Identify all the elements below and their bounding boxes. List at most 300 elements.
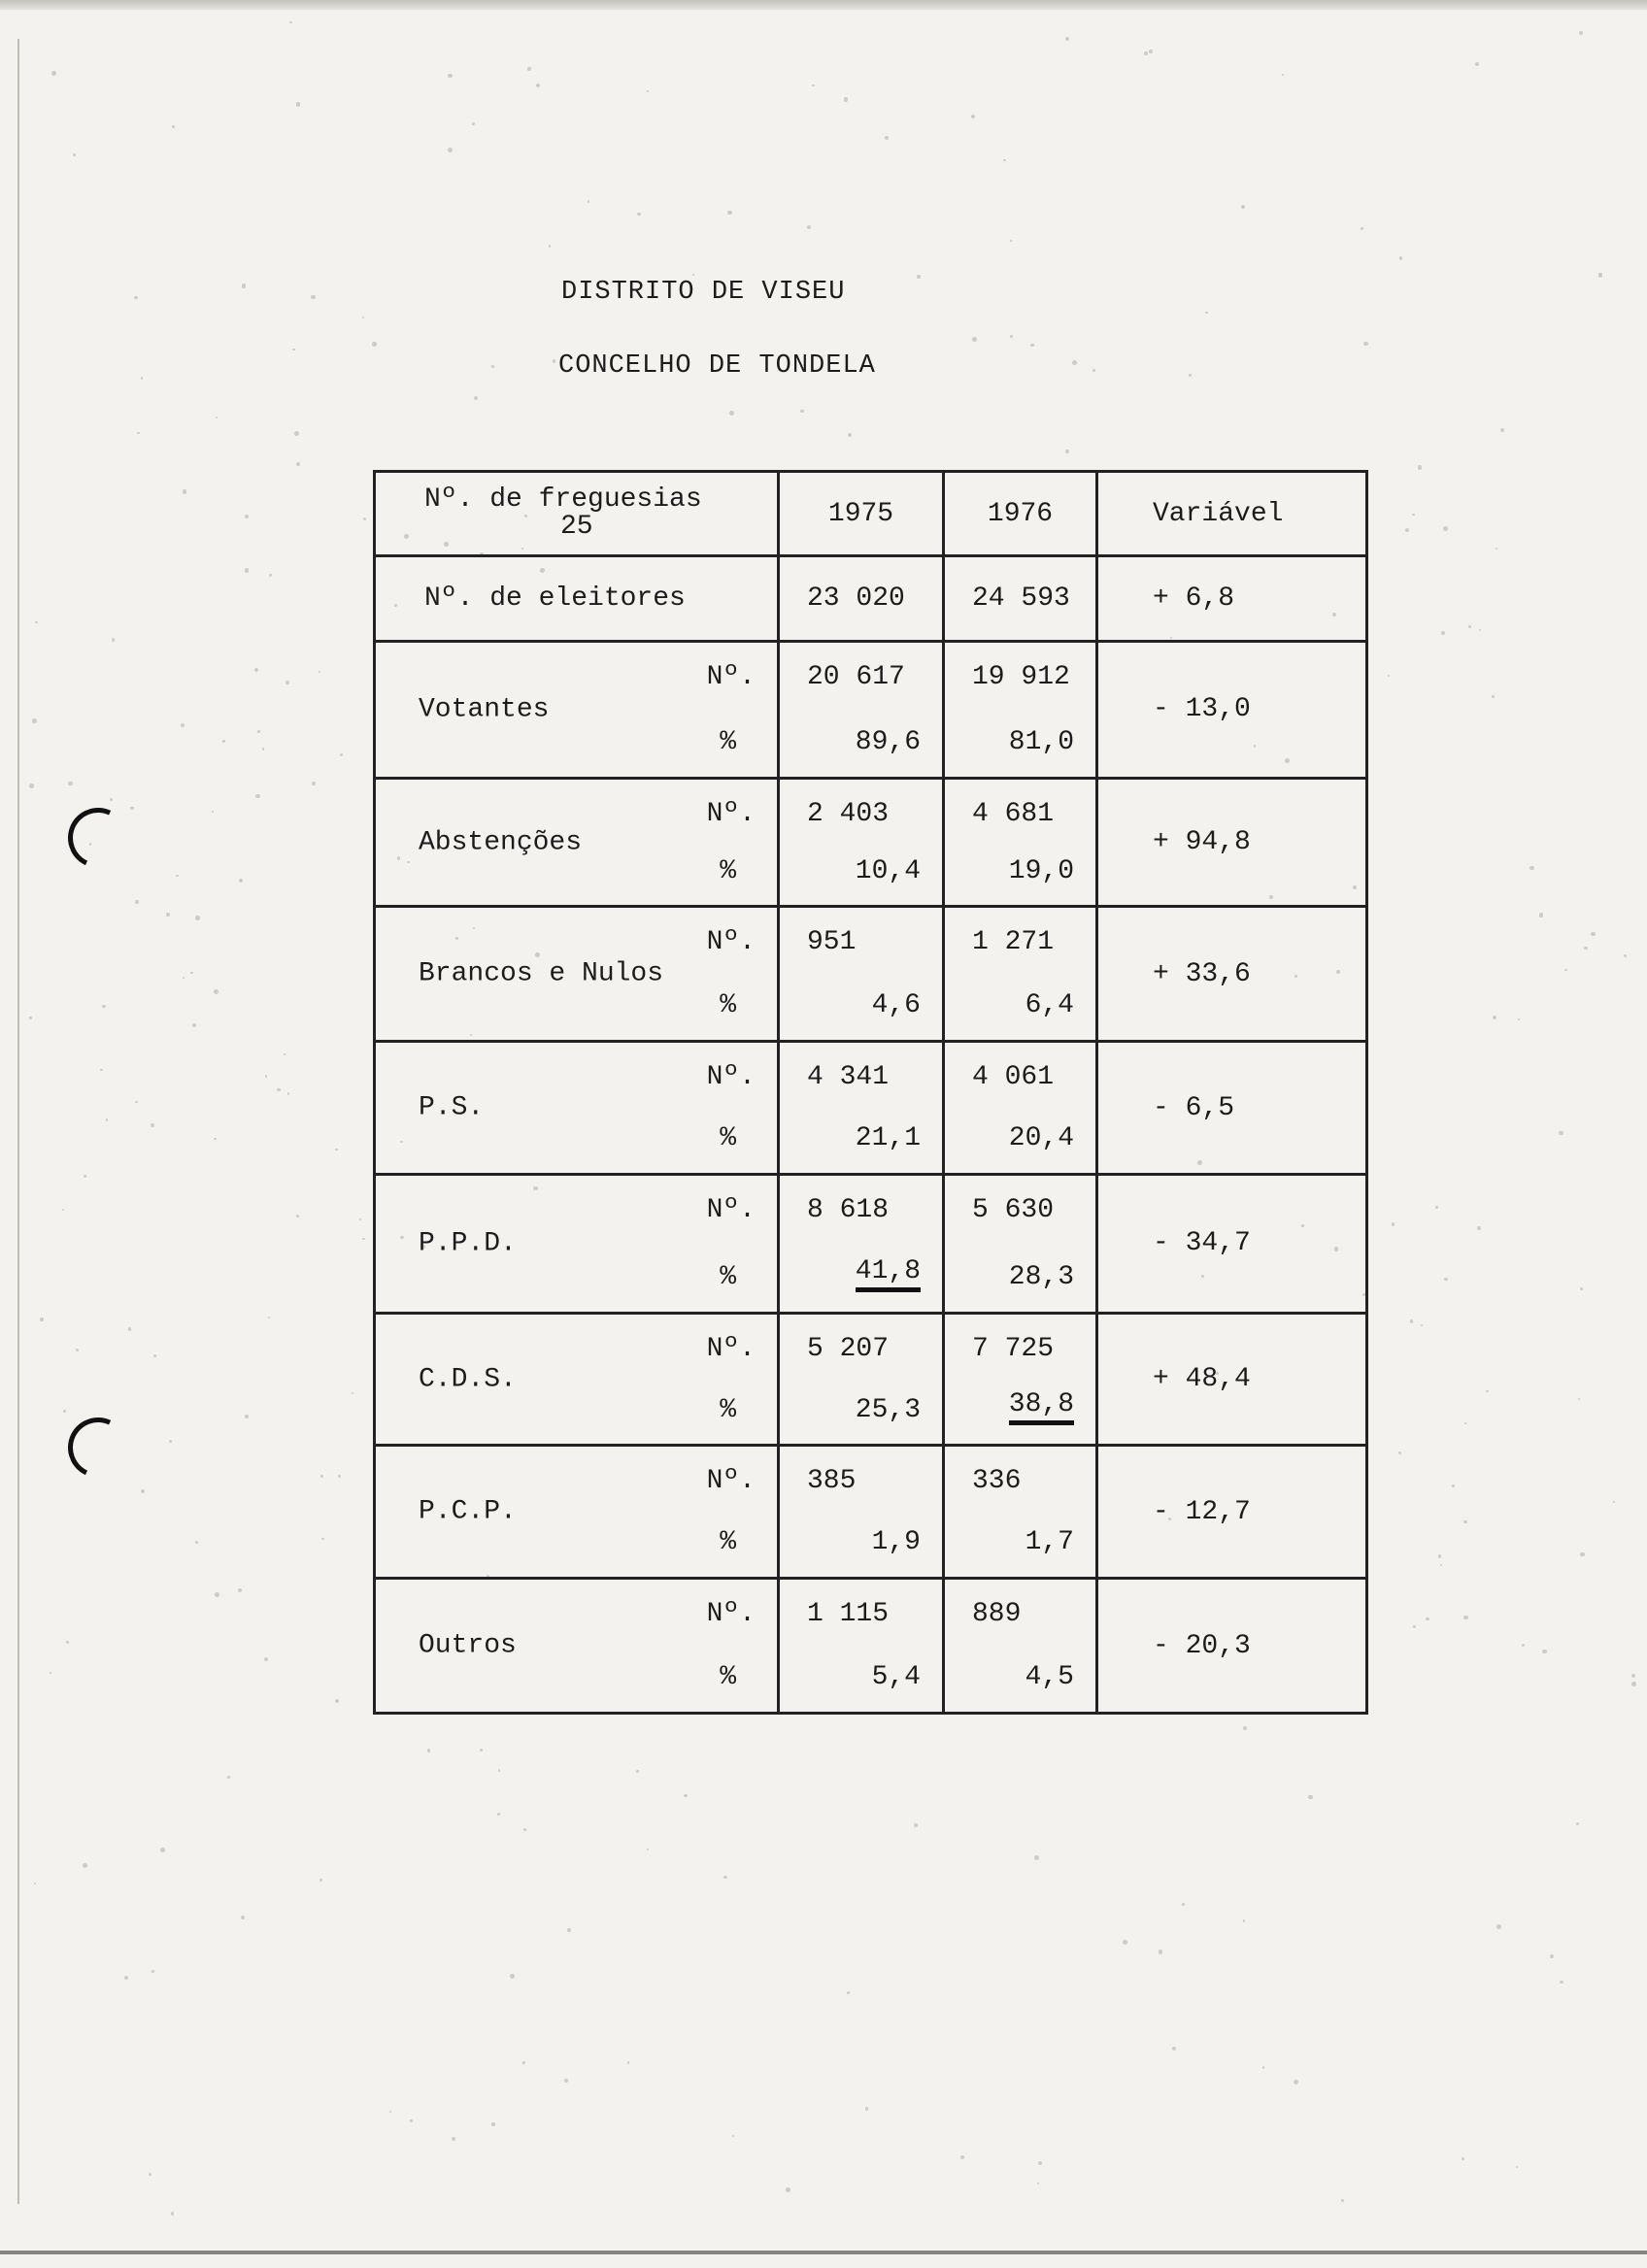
scan-speck xyxy=(1542,1650,1546,1653)
percent-1976: 1,7 xyxy=(1025,1527,1074,1558)
count-1975: 951 xyxy=(807,927,857,958)
scan-speck xyxy=(110,798,113,801)
scan-speck xyxy=(151,1123,154,1127)
unit-percent: % xyxy=(720,1662,736,1693)
percent-1975: 5,4 xyxy=(871,1662,921,1693)
scan-speck xyxy=(1189,374,1191,376)
scan-speck xyxy=(497,1813,501,1817)
scan-speck xyxy=(160,1848,165,1852)
scan-speck xyxy=(296,102,300,106)
scan-speck xyxy=(1361,227,1363,230)
table-row xyxy=(375,1446,1367,1579)
value-1976-cell xyxy=(944,778,1097,907)
scan-speck xyxy=(1392,1222,1395,1226)
row-label-cell xyxy=(375,907,779,1042)
scan-speck xyxy=(214,1138,216,1140)
percent-1975: 25,3 xyxy=(855,1394,921,1425)
scan-speck xyxy=(727,211,732,216)
variation-cell: - 20,3 xyxy=(1097,1579,1367,1714)
scan-speck xyxy=(527,67,531,71)
row-label: C.D.S. xyxy=(419,1364,517,1395)
scan-speck xyxy=(362,1238,365,1241)
scan-speck xyxy=(76,1349,79,1351)
scan-speck xyxy=(1564,969,1566,971)
scan-speck xyxy=(1405,528,1409,532)
row-label: P.S. xyxy=(419,1092,485,1123)
value-1976-cell xyxy=(944,1446,1097,1579)
scan-speck xyxy=(245,568,250,573)
scan-speck xyxy=(286,681,289,684)
count-1975: 8 618 xyxy=(807,1194,890,1225)
scan-speck xyxy=(1584,947,1588,951)
scan-speck xyxy=(1613,1501,1615,1503)
scan-speck xyxy=(214,989,218,994)
scan-speck xyxy=(847,1991,850,1994)
value-1975-cell xyxy=(779,1579,944,1714)
scan-speck xyxy=(1522,1644,1525,1647)
scan-speck xyxy=(134,296,137,299)
scan-speck xyxy=(269,574,271,576)
scan-speck xyxy=(1452,1484,1454,1486)
scan-speck xyxy=(1398,1451,1401,1454)
scan-speck xyxy=(340,753,343,756)
unit-number: Nº. xyxy=(706,1062,756,1093)
scan-speck xyxy=(729,411,734,416)
value-1976-cell xyxy=(944,1579,1097,1714)
scan-speck xyxy=(130,807,133,810)
scan-speck xyxy=(1578,1398,1580,1400)
scan-speck xyxy=(63,1410,66,1413)
row-label: P.P.D. xyxy=(419,1228,517,1259)
scan-speck xyxy=(491,2122,494,2125)
scan-speck xyxy=(647,1849,649,1851)
scan-speck xyxy=(227,1776,230,1779)
scan-speck xyxy=(277,1088,280,1091)
unit-number: Nº. xyxy=(706,927,756,958)
scan-speck xyxy=(588,200,589,202)
scan-speck xyxy=(812,84,814,86)
row-label-cell xyxy=(375,1446,779,1579)
count-1976: 19 912 xyxy=(972,661,1070,692)
scan-speck xyxy=(723,1876,726,1879)
scan-speck xyxy=(1440,1564,1442,1566)
value-1976-cell xyxy=(944,1042,1097,1175)
scan-speck xyxy=(1516,2166,1518,2168)
scan-speck xyxy=(800,410,804,414)
scan-speck xyxy=(1363,342,1367,346)
unit-number: Nº. xyxy=(706,1466,756,1497)
scan-speck xyxy=(245,1415,249,1418)
scan-speck xyxy=(51,71,56,76)
scan-speck xyxy=(1492,695,1495,698)
scan-speck xyxy=(151,1970,154,1973)
scan-speck xyxy=(732,2135,734,2137)
scan-speck xyxy=(363,517,366,520)
unit-percent: % xyxy=(720,990,736,1021)
table-row xyxy=(375,1313,1367,1446)
count-1976: 4 681 xyxy=(972,798,1055,829)
scan-speck xyxy=(254,668,258,672)
scan-speck xyxy=(172,125,175,128)
scan-speck xyxy=(510,1974,515,1979)
scan-speck xyxy=(1580,1287,1583,1290)
scan-speck xyxy=(289,21,291,23)
scan-speck xyxy=(319,1879,323,1883)
scan-speck xyxy=(35,621,37,623)
scan-speck xyxy=(89,843,92,846)
row-label-cell xyxy=(375,641,779,778)
header-parishes-count: 25 xyxy=(560,512,593,543)
scan-speck xyxy=(807,225,811,229)
scan-speck xyxy=(1421,1324,1423,1326)
scan-speck xyxy=(1443,526,1448,531)
scan-speck xyxy=(262,748,264,750)
scan-speck xyxy=(1463,1616,1467,1619)
table-row xyxy=(375,641,1367,778)
scan-speck xyxy=(1631,1682,1636,1686)
scan-speck xyxy=(176,875,179,878)
variation-cell: + 33,6 xyxy=(1097,907,1367,1042)
scan-speck xyxy=(1468,625,1471,628)
scan-speck xyxy=(1159,1950,1162,1953)
election-table xyxy=(373,470,1368,1715)
scan-speck xyxy=(1444,1278,1447,1281)
scan-speck xyxy=(636,1770,639,1773)
scan-speck xyxy=(239,879,243,883)
electors-1975: 23 020 xyxy=(779,556,944,641)
electors-1976: 24 593 xyxy=(944,556,1097,641)
value-1975-cell xyxy=(779,641,944,778)
row-label: Outros xyxy=(419,1630,517,1661)
scan-speck xyxy=(1598,273,1602,277)
unit-percent: % xyxy=(720,1527,736,1558)
scan-speck xyxy=(480,1749,483,1751)
scan-speck xyxy=(171,2212,174,2215)
scan-speck xyxy=(1149,50,1153,53)
header-variation: Variável xyxy=(1097,472,1367,556)
scan-speck xyxy=(124,1976,128,1980)
scan-speck xyxy=(1576,1822,1579,1825)
percent-1976: 6,4 xyxy=(1025,990,1074,1021)
scan-speck xyxy=(1438,1554,1442,1558)
percent-1975: 89,6 xyxy=(855,726,921,757)
row-label-cell xyxy=(375,1579,779,1714)
scan-speck xyxy=(1486,1390,1488,1392)
scan-speck xyxy=(195,916,200,920)
scan-speck xyxy=(1529,866,1534,871)
percent-1976: 28,3 xyxy=(1008,1261,1074,1292)
scan-speck xyxy=(1034,1855,1039,1860)
unit-percent: % xyxy=(720,726,736,757)
scan-speck xyxy=(536,83,540,87)
scan-speck xyxy=(960,2155,964,2159)
scan-speck xyxy=(135,1101,138,1104)
scan-speck xyxy=(844,97,849,102)
scan-speck xyxy=(100,1069,102,1071)
count-1976: 1 271 xyxy=(972,927,1055,958)
scan-speck xyxy=(335,1149,338,1151)
header-year-1976: 1976 xyxy=(944,472,1097,556)
scan-speck xyxy=(222,740,225,743)
count-1976: 5 630 xyxy=(972,1194,1055,1225)
scan-speck xyxy=(917,275,920,278)
table-row xyxy=(375,1042,1367,1175)
scan-speck xyxy=(564,2079,568,2083)
count-1975: 4 341 xyxy=(807,1062,890,1093)
scan-speck xyxy=(320,1475,323,1478)
table-header-row xyxy=(375,472,1367,556)
unit-percent: % xyxy=(720,1394,736,1425)
percent-1975: 21,1 xyxy=(855,1123,921,1154)
scan-speck xyxy=(1030,344,1034,348)
variation-cell: + 94,8 xyxy=(1097,778,1367,907)
scan-speck xyxy=(264,1657,268,1661)
scan-speck xyxy=(312,782,316,785)
scan-speck xyxy=(1072,360,1077,365)
scan-speck xyxy=(319,671,320,673)
scan-speck xyxy=(255,794,259,798)
electors-variation: + 6,8 xyxy=(1097,556,1367,641)
scan-speck xyxy=(294,431,299,436)
scan-speck xyxy=(1518,1018,1520,1020)
scan-speck xyxy=(1580,1552,1584,1556)
scan-speck xyxy=(1493,1016,1496,1019)
scan-speck xyxy=(1559,1131,1563,1135)
scan-speck xyxy=(1092,369,1095,372)
scan-speck xyxy=(106,1118,108,1120)
value-1975-cell xyxy=(779,1446,944,1579)
scan-speck xyxy=(549,245,551,247)
scan-speck xyxy=(29,1017,32,1019)
scan-speck xyxy=(647,90,650,93)
scan-speck xyxy=(352,1392,353,1394)
scan-speck xyxy=(1399,256,1402,259)
value-1975-cell xyxy=(779,1313,944,1446)
scan-speck xyxy=(1182,1903,1184,1905)
unit-number: Nº. xyxy=(706,1599,756,1630)
percent-1976: 81,0 xyxy=(1008,726,1074,757)
scan-speck xyxy=(786,2187,790,2192)
value-1975-cell xyxy=(779,778,944,907)
scan-speck xyxy=(241,1916,245,1919)
variation-cell: - 13,0 xyxy=(1097,641,1367,778)
unit-percent: % xyxy=(720,855,736,886)
scan-speck xyxy=(1123,1940,1127,1945)
punch-hole-bottom xyxy=(59,1409,136,1485)
scan-speck xyxy=(553,359,556,363)
scan-speck xyxy=(40,1317,44,1321)
count-1975: 5 207 xyxy=(807,1333,890,1364)
scan-speck xyxy=(1550,1954,1554,1958)
scan-speck xyxy=(1243,1726,1247,1730)
scan-speck xyxy=(183,489,187,494)
count-1976: 336 xyxy=(972,1466,1022,1497)
percent-1976: 20,4 xyxy=(1008,1123,1074,1154)
scan-speck xyxy=(1308,1795,1313,1800)
count-1975: 20 617 xyxy=(807,661,905,692)
row-label: P.C.P. xyxy=(419,1496,517,1527)
scan-speck xyxy=(1560,1981,1563,1984)
scan-speck xyxy=(1388,675,1391,678)
scan-speck xyxy=(627,2061,629,2063)
scan-speck xyxy=(296,1215,299,1217)
scan-speck xyxy=(522,2061,525,2064)
scan-speck xyxy=(84,1175,86,1178)
scan-speck xyxy=(1475,62,1479,66)
variation-cell: + 48,4 xyxy=(1097,1313,1367,1446)
scan-speck xyxy=(169,1440,171,1442)
scan-speck xyxy=(66,1641,69,1644)
unit-percent: % xyxy=(720,1123,736,1154)
scan-top-edge xyxy=(0,0,1647,10)
scan-speck xyxy=(1038,2161,1043,2166)
scan-speck xyxy=(410,2119,413,2122)
count-1976: 7 725 xyxy=(972,1333,1055,1364)
scan-bottom-edge xyxy=(0,2251,1647,2254)
scan-speck xyxy=(1591,932,1596,937)
scan-speck xyxy=(448,74,453,79)
scan-speck xyxy=(335,1699,339,1703)
scan-speck xyxy=(1462,2157,1465,2161)
scan-speck xyxy=(265,1075,268,1078)
table-row xyxy=(375,778,1367,907)
scan-speck xyxy=(268,1317,270,1318)
row-label-cell xyxy=(375,1313,779,1446)
scan-speck xyxy=(212,811,214,813)
value-1976-cell xyxy=(944,907,1097,1042)
count-1975: 1 115 xyxy=(807,1599,890,1630)
scan-speck xyxy=(692,274,694,276)
scan-speck xyxy=(83,1863,87,1868)
scan-speck xyxy=(971,115,975,118)
count-1975: 2 403 xyxy=(807,798,890,829)
scan-speck xyxy=(149,2173,151,2176)
scan-speck xyxy=(195,1541,198,1544)
scan-speck xyxy=(474,396,478,400)
header-parishes-label: Nº. de freguesias xyxy=(424,484,702,516)
scan-speck xyxy=(73,153,76,156)
scan-speck xyxy=(192,1023,196,1027)
scan-speck xyxy=(1003,159,1006,162)
scan-speck xyxy=(215,1592,219,1597)
scan-speck xyxy=(242,284,246,287)
scan-speck xyxy=(287,1092,289,1094)
scan-speck xyxy=(34,1883,37,1885)
table-row-electors xyxy=(375,556,1367,641)
scan-speck xyxy=(1500,428,1504,432)
scan-speck xyxy=(523,1828,526,1831)
row-label-cell xyxy=(375,778,779,907)
punch-hole-top xyxy=(59,799,136,876)
value-1976-cell xyxy=(944,1174,1097,1313)
value-1975-cell xyxy=(779,907,944,1042)
scan-speck xyxy=(972,337,977,342)
scan-speck xyxy=(1065,37,1070,42)
value-1975-cell xyxy=(779,1042,944,1175)
scan-speck xyxy=(50,1672,51,1674)
scan-speck xyxy=(1441,631,1445,635)
scan-speck xyxy=(865,2107,869,2111)
scan-speck xyxy=(296,462,300,466)
scan-speck xyxy=(1010,240,1012,242)
scan-speck xyxy=(141,377,144,380)
scan-speck xyxy=(135,900,139,904)
district-title: DISTRITO DE VISEU xyxy=(561,278,846,307)
scan-speck xyxy=(1477,1226,1481,1230)
scan-speck xyxy=(245,515,249,518)
scan-speck xyxy=(153,1354,157,1358)
scan-speck xyxy=(62,1209,64,1211)
unit-number: Nº. xyxy=(706,661,756,692)
unit-percent: % xyxy=(720,1261,736,1292)
value-1975-cell xyxy=(779,1174,944,1313)
scan-speck xyxy=(1037,2183,1039,2185)
scan-speck xyxy=(311,295,316,300)
scan-speck xyxy=(1243,1919,1246,1922)
scan-speck xyxy=(1426,1618,1429,1620)
electors-label: Nº. de eleitores xyxy=(375,556,779,641)
scan-left-edge xyxy=(17,39,19,2204)
scan-speck xyxy=(362,317,364,318)
value-1976-cell xyxy=(944,641,1097,778)
scan-speck xyxy=(452,2137,455,2141)
row-label: Abstenções xyxy=(419,827,583,858)
scan-speck xyxy=(284,1053,286,1055)
scan-speck xyxy=(372,342,377,347)
scan-speck xyxy=(567,1928,571,1932)
count-1975: 385 xyxy=(807,1466,857,1497)
scan-speck xyxy=(1262,2066,1264,2068)
scan-speck xyxy=(1294,2080,1298,2085)
scan-speck xyxy=(491,365,495,369)
council-title: CONCELHO DE TONDELA xyxy=(558,351,876,381)
scan-speck xyxy=(1464,1422,1467,1425)
scan-speck xyxy=(112,638,115,641)
scan-speck xyxy=(1624,954,1627,957)
scan-speck xyxy=(257,730,260,733)
scan-speck xyxy=(1579,31,1583,35)
percent-1975: 4,6 xyxy=(871,990,921,1021)
scan-speck xyxy=(1065,450,1069,453)
scan-speck xyxy=(102,1005,106,1009)
value-1976-cell xyxy=(944,1313,1097,1446)
scan-speck xyxy=(128,1327,131,1330)
scan-speck xyxy=(1463,1520,1466,1523)
scan-speck xyxy=(141,1489,145,1493)
scan-speck xyxy=(1241,205,1245,209)
scan-speck xyxy=(321,1538,324,1541)
scan-speck xyxy=(238,1588,242,1592)
percent-1975: 41,8 xyxy=(856,1256,921,1292)
header-year-1975: 1975 xyxy=(779,472,944,556)
scan-speck xyxy=(1205,312,1208,315)
percent-1976: 38,8 xyxy=(1009,1389,1074,1425)
percent-1976: 4,5 xyxy=(1025,1662,1074,1693)
table-row xyxy=(375,1174,1367,1313)
percent-1976: 19,0 xyxy=(1008,855,1074,886)
header-parishes xyxy=(375,472,779,556)
scan-speck xyxy=(190,972,192,974)
variation-cell: - 34,7 xyxy=(1097,1174,1367,1313)
row-label: Votantes xyxy=(419,694,550,725)
scan-speck xyxy=(1435,1206,1438,1209)
scan-speck xyxy=(216,417,218,418)
scan-speck xyxy=(338,1475,341,1478)
scan-speck xyxy=(848,433,852,437)
scan-speck xyxy=(389,2111,391,2113)
scan-speck xyxy=(498,1769,501,1772)
scan-speck xyxy=(1410,1319,1413,1322)
